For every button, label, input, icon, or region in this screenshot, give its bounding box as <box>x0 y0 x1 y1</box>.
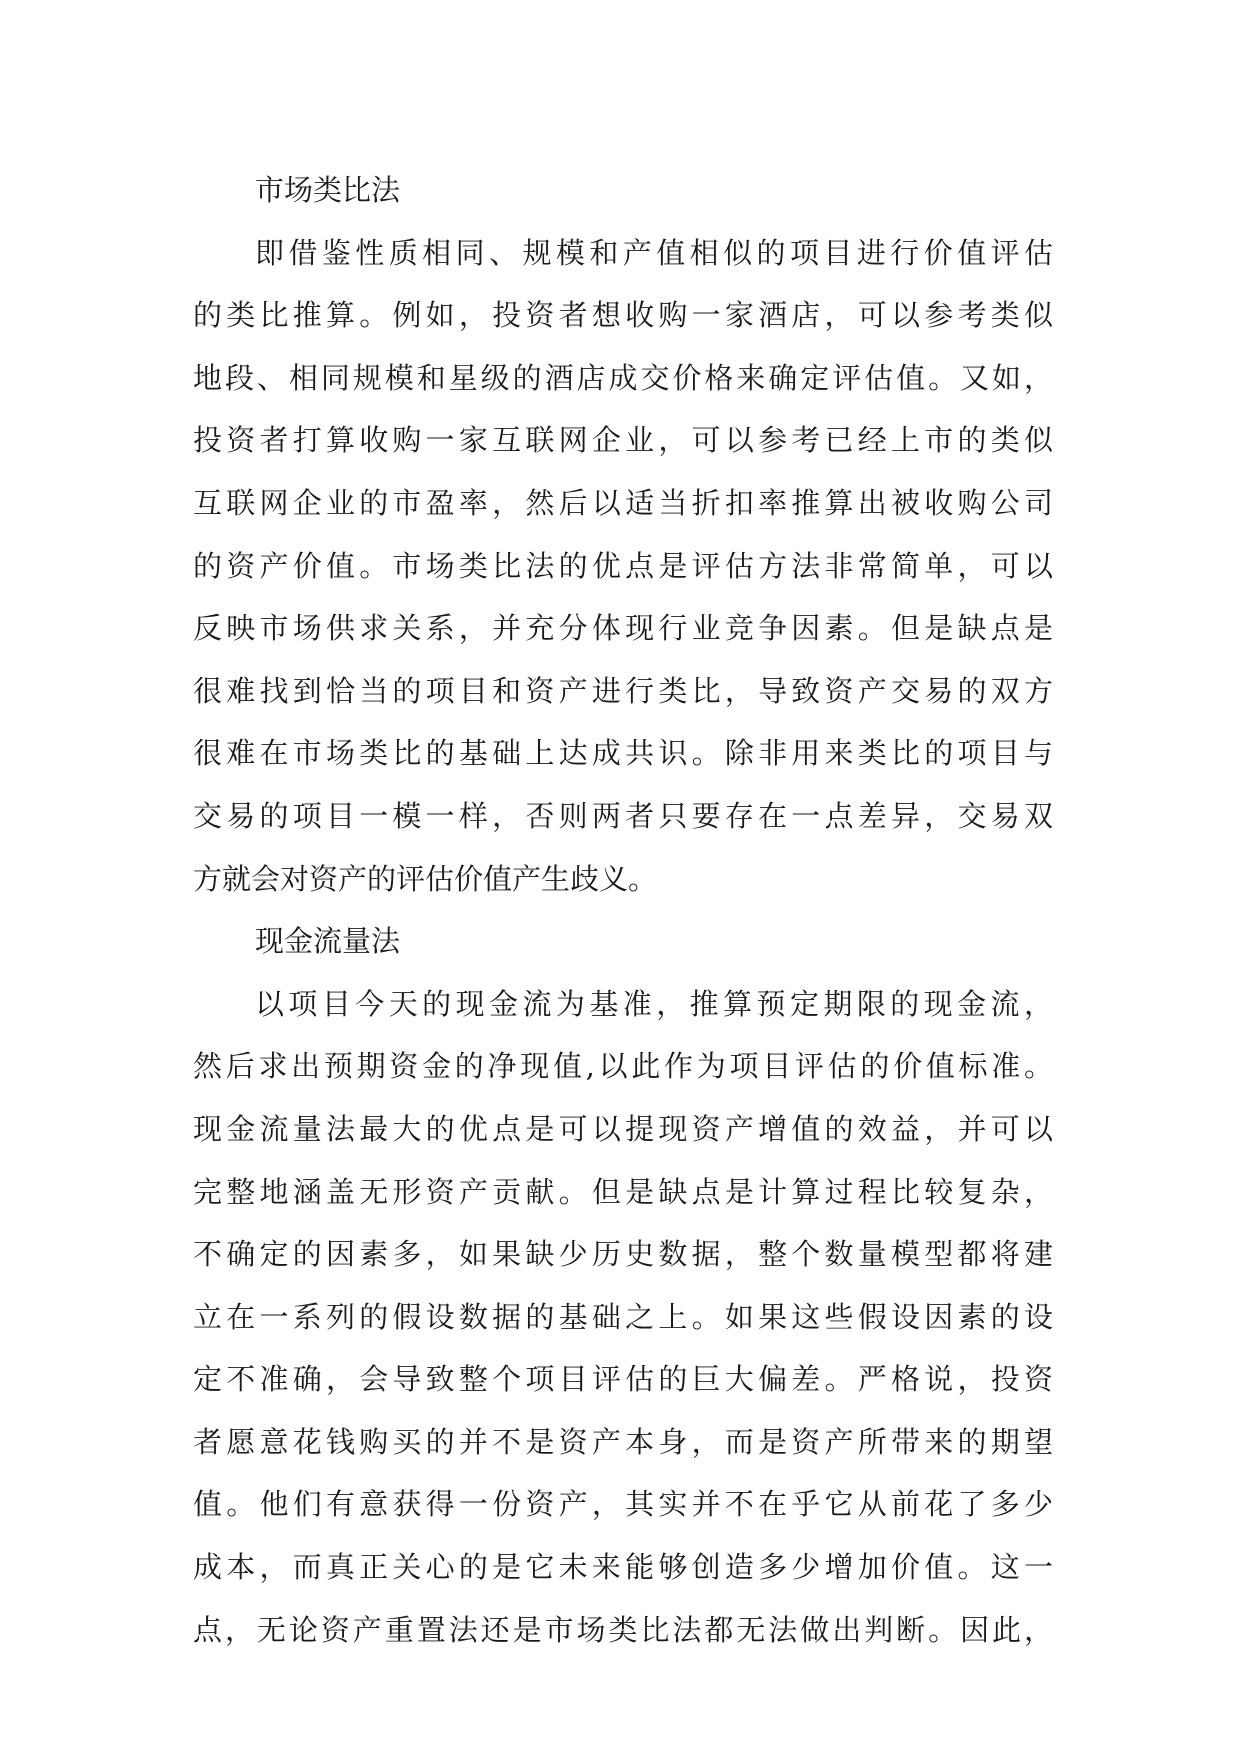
paragraph-line: 点，无论资产重置法还是市场类比法都无法做出判断。因此， <box>193 1612 1053 1647</box>
paragraph-line: 立在一系列的假设数据的基础之上。如果这些假设因素的设 <box>193 1299 1053 1334</box>
paragraph-line: 的资产价值。市场类比法的优点是评估方法非常简单，可以 <box>193 548 1053 583</box>
paragraph-line: 然后求出预期资金的净现值,以此作为项目评估的价值标准。 <box>193 1049 1053 1084</box>
paragraph-line: 反映市场供求关系，并充分体现行业竞争因素。但是缺点是 <box>193 611 1053 646</box>
paragraph-line: 互联网企业的市盈率，然后以适当折扣率推算出被收购公司 <box>193 485 1053 520</box>
paragraph-line: 交易的项目一模一样，否则两者只要存在一点差异，交易双 <box>193 798 1053 833</box>
paragraph-line: 地段、相同规模和星级的酒店成交价格来确定评估值。又如， <box>193 360 1053 395</box>
paragraph-line: 的类比推算。例如，投资者想收购一家酒店，可以参考类似 <box>193 298 1053 333</box>
section-heading: 市场类比法 <box>255 173 401 207</box>
paragraph-line: 成本，而真正关心的是它未来能够创造多少增加价值。这一 <box>193 1550 1053 1585</box>
document-body <box>193 159 1053 1661</box>
paragraph-line: 完整地涵盖无形资产贡献。但是缺点是计算过程比较复杂， <box>193 1174 1053 1209</box>
section-heading: 现金流量法 <box>255 924 401 959</box>
paragraph-line: 者愿意花钱购买的并不是资产本身，而是资产所带来的期望 <box>193 1424 1053 1459</box>
paragraph-line: 方就会对资产的评估价值产生歧义。 <box>193 861 658 896</box>
paragraph-line: 很难找到恰当的项目和资产进行类比，导致资产交易的双方 <box>193 673 1053 708</box>
paragraph-line: 值。他们有意获得一份资产，其实并不在乎它从前花了多少 <box>193 1487 1053 1522</box>
paragraph-line: 现金流量法最大的优点是可以提现资产增值的效益，并可以 <box>193 1111 1053 1146</box>
paragraph-line: 即借鉴性质相同、规模和产值相似的项目进行价值评估 <box>255 235 1053 270</box>
paragraph-line: 投资者打算收购一家互联网企业，可以参考已经上市的类似 <box>193 423 1053 458</box>
paragraph-line: 很难在市场类比的基础上达成共识。除非用来类比的项目与 <box>193 736 1053 771</box>
paragraph-line: 以项目今天的现金流为基准，推算预定期限的现金流， <box>255 986 1053 1021</box>
paragraph-line: 不确定的因素多，如果缺少历史数据，整个数量模型都将建 <box>193 1237 1053 1272</box>
paragraph-line: 定不准确，会导致整个项目评估的巨大偏差。严格说，投资 <box>193 1362 1053 1397</box>
